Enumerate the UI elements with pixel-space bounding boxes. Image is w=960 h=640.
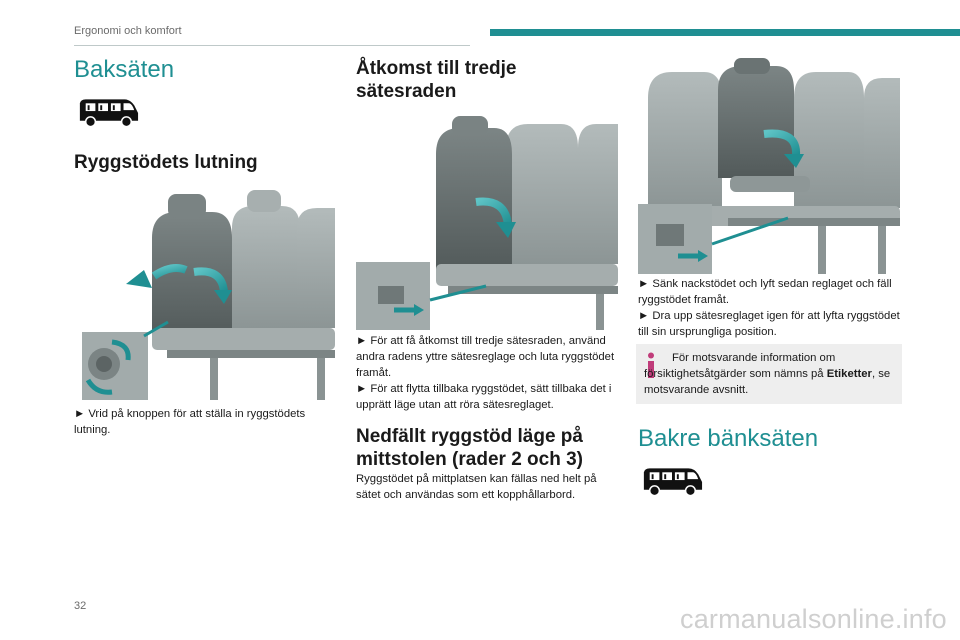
heading-nedfallt-line1: Nedfällt ryggstöd läge på	[356, 426, 583, 447]
heading-atkomst-line2: sätesraden	[356, 81, 457, 102]
info-box-etiketter	[636, 344, 902, 404]
folded-backrest-illustration	[638, 58, 900, 274]
body-atkomst-instructions	[356, 333, 618, 413]
heading-nedfallt-ryggstod	[356, 425, 618, 471]
heading-ryggstodets-lutning: Ryggstödets lutning	[74, 152, 258, 173]
body-nackstod-step2: ► Dra upp sätesreglaget igen för att lyfta ryggstödet till sin ursprungliga position.	[638, 310, 900, 338]
watermark: carmanualsonline.info	[680, 604, 947, 634]
body-nackstod-instructions	[638, 276, 902, 340]
heading-nedfallt-line2: mittstolen (rader 2 och 3)	[356, 449, 583, 470]
body-ryggstod-instruction: ► Vrid på knoppen för att ställa in ryggstödets lutning.	[74, 408, 306, 436]
info-text	[644, 350, 896, 398]
page-number: 32	[74, 600, 87, 612]
body-atkomst-step1: ► För att få åtkomst till tredje sätesraden, använd andra radens yttre sätesreglage och luta ryggstödet framåt.	[356, 335, 615, 379]
body-atkomst-step2: ► För att flytta tillbaka ryggstödet, sätt tillbaka det i upprätt läge utan att röra sätesreglaget.	[356, 383, 612, 411]
body-nedfallt-description: Ryggstödet på mittplatsen kan fällas ned helt på sätet och användas som ett kopphållarbord.	[356, 473, 597, 501]
seat-recline-illustration	[82, 188, 335, 400]
header-rule	[74, 45, 470, 46]
info-text-before: För motsvarande information om försiktighetsåtgärder som nämns på	[644, 352, 836, 380]
van-icon-bank	[640, 466, 704, 498]
header-accent-bar	[490, 29, 960, 36]
heading-atkomst-line1: Åtkomst till tredje	[356, 58, 517, 79]
info-text-after: , se motsvarande avsnitt.	[644, 368, 891, 396]
van-icon	[76, 97, 140, 129]
chapter-header: Ergonomi och komfort	[74, 25, 182, 37]
info-link-etiketter: Etiketter	[826, 368, 872, 380]
section-title-bakre-banksaten: Bakre bänksäten	[638, 425, 819, 452]
heading-atkomst-tredje	[356, 57, 616, 103]
third-row-access-illustration	[356, 114, 618, 330]
body-nackstod-step1: ► Sänk nackstödet och lyft sedan reglaget och fäll ryggstödet framåt.	[638, 278, 892, 306]
section-title-baksaten: Baksäten	[74, 56, 175, 83]
